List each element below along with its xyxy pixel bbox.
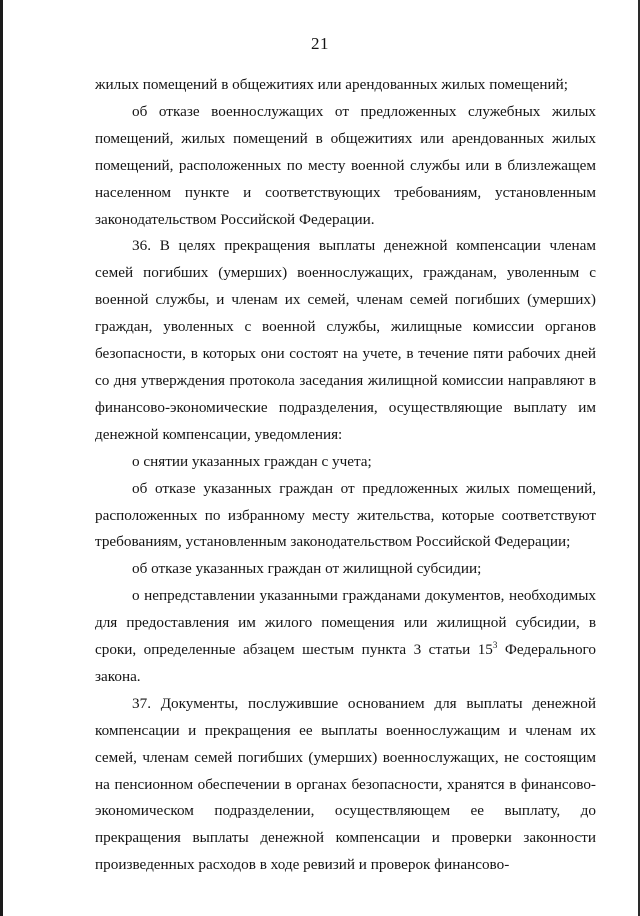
paragraph-non-submission	[95, 583, 596, 691]
paragraph-continuation: жилых помещений в общежитиях или арендованных жилых помещений;	[95, 76, 569, 93]
page-number: 21	[311, 34, 329, 53]
document-body	[95, 72, 596, 879]
paragraph-refusal-housing: об отказе указанных граждан от предложенных жилых помещений, расположенных по избранному месту жительства, которые соответствуют требованиям, установленным законодательством Российской Федерации;	[95, 479, 596, 551]
non-submission-text-end: Федерального закона.	[95, 641, 596, 685]
paragraph-refusal-service-housing: об отказе военнослужащих от предложенных служебных жилых помещений, жилых помещений в общежитиях или арендованных жилых помещений, расположенных по месту военной службы или в близлежащем населенном пункте и соответствующих требованиям, установленным законодательством Российской Федерации.	[95, 102, 596, 228]
non-submission-text: о непредставлении указанными гражданами документов, необходимых для предоставления им жилого помещения или жилищной субсидии, в сроки, определенные абзацем шестым пункта 3 статьи 15	[95, 587, 596, 659]
paragraph-item-36: 36. В целях прекращения выплаты денежной компенсации членам семей погибших (умерших) военнослужащих, гражданам, уволенным с военной службы, и членам их семей, членам семей погибших (умерших) граждан, уволенных с военной службы, жилищные комиссии органов безопасности, в которых они состоят на учете, в течение пяти рабочих дней со дня утверждения протокола заседания жилищной комиссии направляют в финансово-экономические подразделения, осуществляющие выплату им денежной компенсации, уведомления:	[95, 237, 596, 443]
paragraph-item-37: 37. Документы, послужившие основанием для выплаты денежной компенсации и прекращения ее выплаты военнослужащим и членам их семей, членам семей погибших (умерших) военнослужащих, не состоящим на пенсионном обеспечении в органах безопасности, хранятся в финансово-экономическом подразделении, осуществляющем ее выплату, до прекращения выплаты денежной компенсации и проверки законности произведенных расходов в ходе ревизий и проверок финансово-	[95, 694, 596, 874]
article-superscript: 3	[492, 640, 498, 651]
paragraph-deregistration: о снятии указанных граждан с учета;	[132, 452, 372, 470]
paragraph-refusal-subsidy: об отказе указанных граждан от жилищной субсидии;	[132, 560, 482, 578]
